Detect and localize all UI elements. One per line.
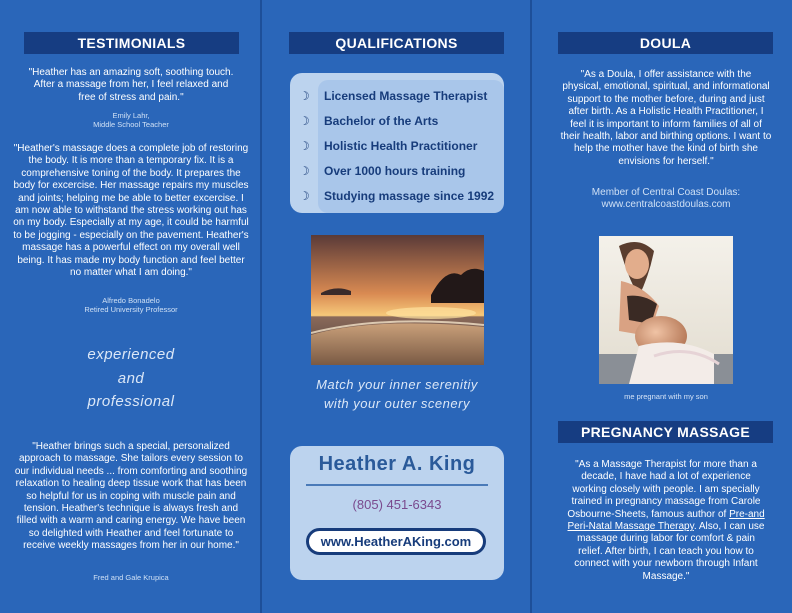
membership-text: Member of Central Coast Doulas: <box>591 187 741 198</box>
fold-divider-right <box>530 0 532 613</box>
qualification-text: Holistic Health Practitioner <box>324 139 478 153</box>
practitioner-name: Heather A. King <box>318 453 476 475</box>
testimonial-quote-1: "Heather has an amazing soft, soothing touch. After a massage from her, I feel relaxed and free of stress and pain." <box>28 67 234 103</box>
testimonial-quote-3: "Heather brings such a special, personalized approach to massage. She tailors every session to our individual needs ... from comforting and soothing relaxation to healing deep tissue work that has been so helpful for us in coping with muscle pain and tension. Heather's technique is always fresh and filled with a warm and caring energy. We have been so delighted with Heather and feel fortunate to receive weekly massages from her in our home." <box>14 441 248 552</box>
qualifications-header: QUALIFICATIONS <box>289 32 504 54</box>
crescent-moon-icon: ☽ <box>299 164 310 178</box>
qualification-item <box>296 188 506 206</box>
serenity-caption-line-1: Match your inner serenitiy <box>316 377 478 392</box>
testimonial-attribution-3: Fred and Gale Krupica <box>93 573 169 582</box>
testimonial-attribution-2 <box>28 296 234 314</box>
tagline-line-1: experienced <box>87 346 175 363</box>
attribution-role: Retired University Professor <box>84 305 178 314</box>
serenity-caption <box>292 375 502 413</box>
attribution-role: Middle School Teacher <box>93 120 169 129</box>
crescent-moon-icon: ☽ <box>299 189 310 203</box>
pregnancy-quote-post: . Also, I can use massage during labor for comfort & pain relief. After birth, I can teach you how to connect with your newborn through Infant Massage." <box>574 521 765 582</box>
doula-header: DOULA <box>558 32 773 54</box>
name-underline <box>306 484 488 486</box>
qualification-text: Bachelor of the Arts <box>324 114 439 128</box>
doula-quote: "As a Doula, I offer assistance with the physical, emotional, spiritual, and informational support to the mother before, during and just after birth. As a Holistic Health Practitioner, I feel it is important to inform families of all of their health, labor and birthing options. I want to help the mother have the kind of birth she envisions for herself." <box>560 69 772 167</box>
tagline-line-3: professional <box>87 393 175 410</box>
tagline <box>40 343 222 414</box>
qualification-item <box>296 113 506 131</box>
pregnancy-massage-quote <box>564 459 768 583</box>
pregnant-photo <box>599 236 733 384</box>
tagline-line-2: and <box>117 369 145 387</box>
fold-divider-left <box>260 0 262 613</box>
attribution-name: Emily Lahr, <box>112 111 150 120</box>
qualification-item <box>296 163 506 181</box>
testimonial-attribution-1 <box>28 111 234 129</box>
pregnancy-quote-pre: "As a Massage Therapist for more than a decade, I have had a lot of experience working closely with people. I am specially trained in pregnancy massage from Carole Osbourne-Sheets, famous author of <box>567 459 761 520</box>
photo-caption: me pregnant with my son <box>624 392 708 401</box>
phone-number[interactable]: (805) 451-6343 <box>352 497 442 512</box>
book-title-link[interactable]: Pre-and Peri-Natal Massage Therapy <box>567 508 765 533</box>
crescent-moon-icon: ☽ <box>299 114 310 128</box>
testimonial-quote-2: "Heather's massage does a complete job of restoring the body. It is more than a temporary fix. It is a comprehensive toning of the body. It prepares the body for excercise. Her massage repairs my muscles and joints; helping me be able to better excercise. I am now able to withstand the stress working out has on my body. Especially at my age, it could be harmful to be jogging - especially on the pavement. Heather's massage has a powerful effect on my overall well being. It has made my body function and feel better no matter what I am doing." <box>13 143 249 279</box>
crescent-moon-icon: ☽ <box>299 89 310 103</box>
membership-url[interactable]: www.centralcoastdoulas.com <box>601 199 731 211</box>
attribution-name: Alfredo Bonadelo <box>102 296 160 305</box>
website-link[interactable]: www.HeatherAKing.com <box>306 528 486 555</box>
qualification-text: Over 1000 hours training <box>324 164 466 178</box>
crescent-moon-icon: ☽ <box>299 139 310 153</box>
testimonials-header: TESTIMONIALS <box>24 32 239 54</box>
qualification-item <box>296 88 506 106</box>
qualification-text: Licensed Massage Therapist <box>324 89 488 103</box>
doula-membership <box>560 187 772 212</box>
qualification-item <box>296 138 506 156</box>
serenity-caption-line-2: with your outer scenery <box>324 396 470 411</box>
sunset-beach-photo <box>311 235 484 365</box>
qualification-text: Studying massage since 1992 <box>324 189 495 203</box>
pregnancy-massage-header: PREGNANCY MASSAGE <box>558 421 773 443</box>
